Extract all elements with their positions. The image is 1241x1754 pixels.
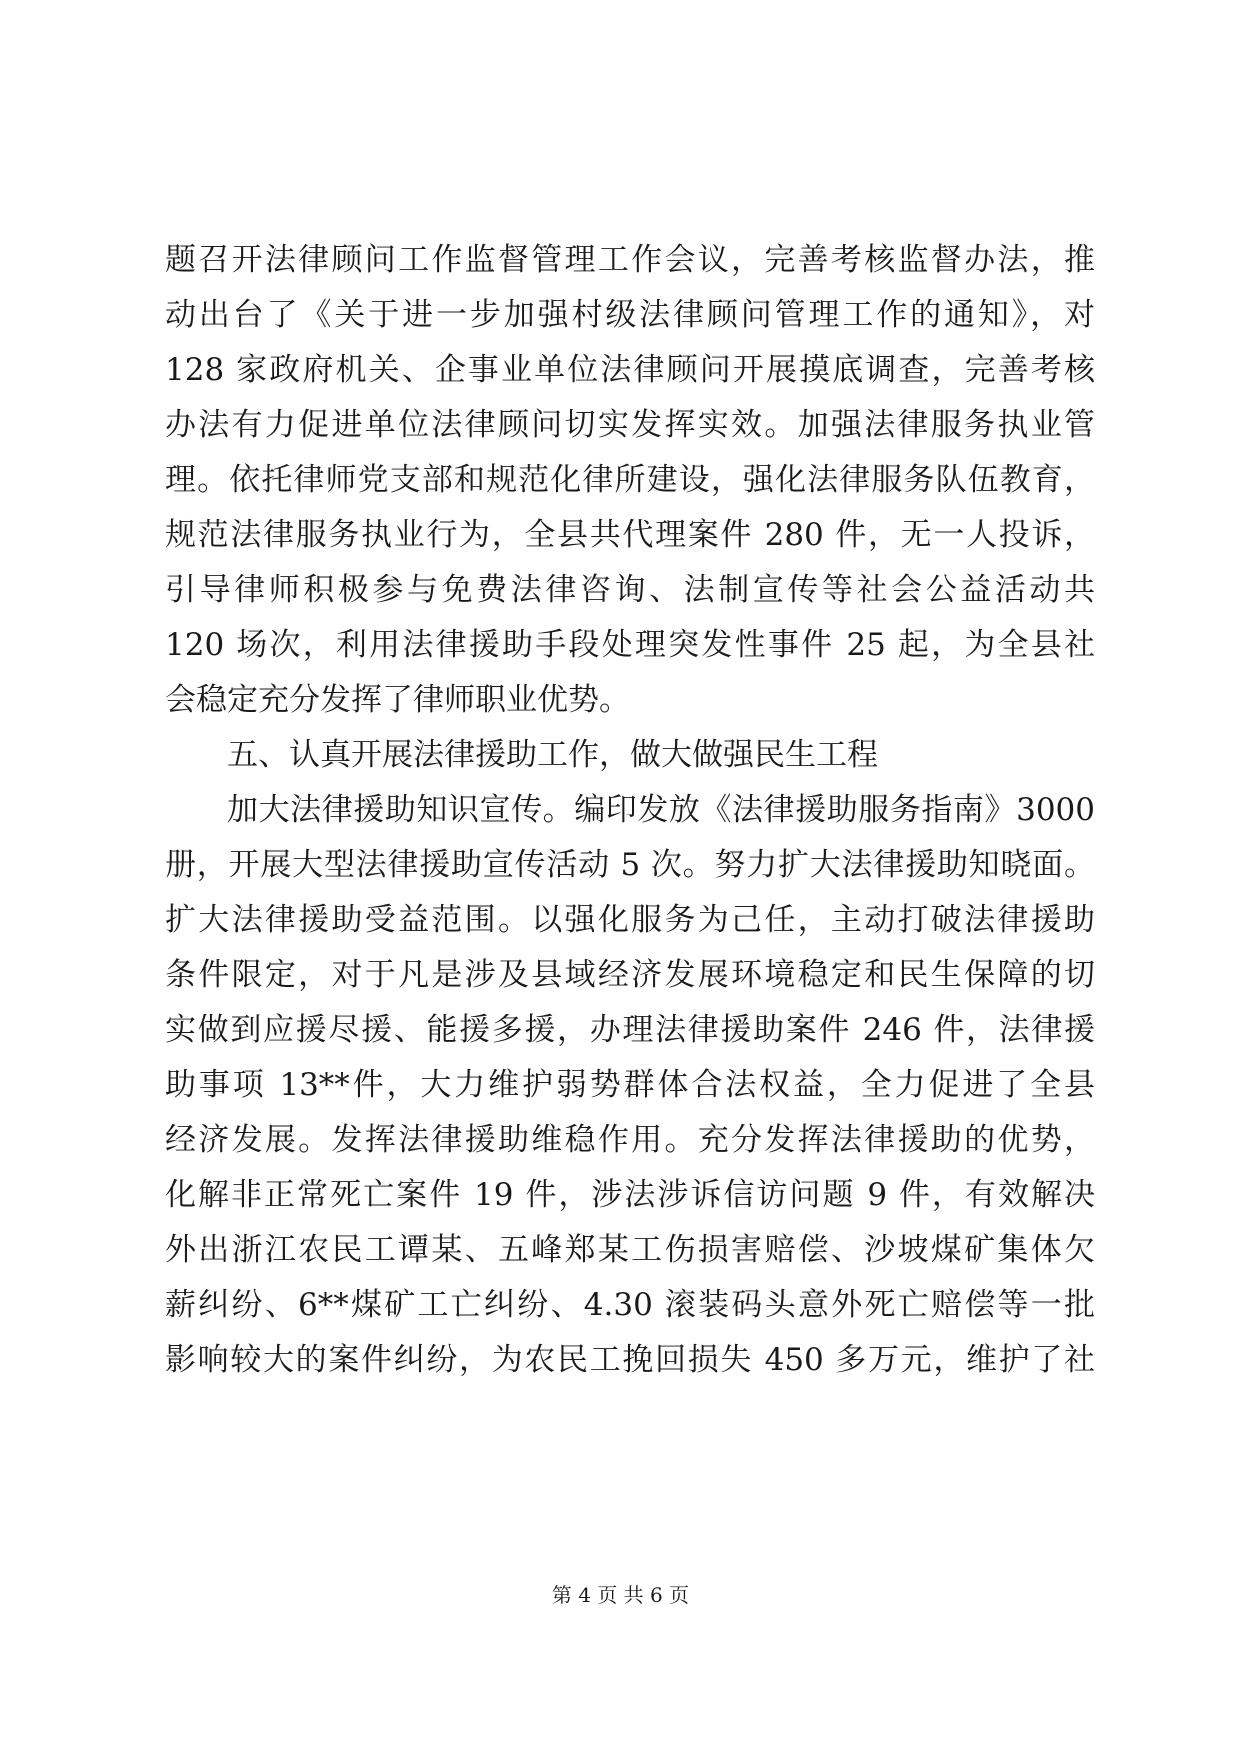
body-line: 助事项 13**件，大力维护弱势群体合法权益，全力促进了全县 bbox=[165, 1067, 1095, 1103]
body-line: 化解非正常死亡案件 19 件，涉法涉诉信访问题 9 件，有效解决 bbox=[165, 1177, 1095, 1213]
body-line: 规范法律服务执业行为，全县共代理案件 280 件，无一人投诉， bbox=[165, 517, 1095, 553]
document-body bbox=[165, 233, 1095, 1388]
body-line: 条件限定，对于凡是涉及县域经济发展环境稳定和民生保障的切 bbox=[165, 957, 1095, 993]
body-line: 会稳定充分发挥了律师职业优势。 bbox=[165, 682, 630, 718]
body-line: 120 场次，利用法律援助手段处理突发性事件 25 起，为全县社 bbox=[165, 627, 1095, 663]
body-line: 经济发展。发挥法律援助维稳作用。充分发挥法律援助的优势， bbox=[165, 1122, 1095, 1158]
page-number-footer: 第 4 页 共 6 页 bbox=[551, 1583, 690, 1607]
body-line: 扩大法律援助受益范围。以强化服务为己任，主动打破法律援助 bbox=[165, 902, 1095, 938]
body-line: 引导律师积极参与免费法律咨询、法制宣传等社会公益活动共 bbox=[165, 572, 1095, 608]
body-line: 加大法律援助知识宣传。编印发放《法律援助服务指南》3000 bbox=[227, 792, 1095, 828]
body-line: 薪纠纷、6**煤矿工亡纠纷、4.30 滚装码头意外死亡赔偿等一批 bbox=[165, 1287, 1095, 1323]
body-line: 题召开法律顾问工作监督管理工作会议，完善考核监督办法，推 bbox=[165, 242, 1095, 278]
body-line: 实做到应援尽援、能援多援，办理法律援助案件 246 件，法律援 bbox=[165, 1012, 1095, 1048]
body-line: 册，开展大型法律援助宣传活动 5 次。努力扩大法律援助知晓面。 bbox=[165, 847, 1095, 883]
section-heading: 五、认真开展法律援助工作，做大做强民生工程 bbox=[227, 737, 878, 773]
body-line: 理。依托律师党支部和规范化律所建设，强化法律服务队伍教育， bbox=[165, 462, 1095, 498]
body-line: 128 家政府机关、企事业单位法律顾问开展摸底调查，完善考核 bbox=[165, 352, 1095, 388]
body-line: 外出浙江农民工谭某、五峰郑某工伤损害赔偿、沙坡煤矿集体欠 bbox=[165, 1232, 1095, 1268]
body-line: 影响较大的案件纠纷，为农民工挽回损失 450 多万元，维护了社 bbox=[165, 1342, 1095, 1378]
body-line: 办法有力促进单位法律顾问切实发挥实效。加强法律服务执业管 bbox=[165, 407, 1095, 443]
body-line: 动出台了《关于进一步加强村级法律顾问管理工作的通知》，对 bbox=[165, 297, 1095, 333]
